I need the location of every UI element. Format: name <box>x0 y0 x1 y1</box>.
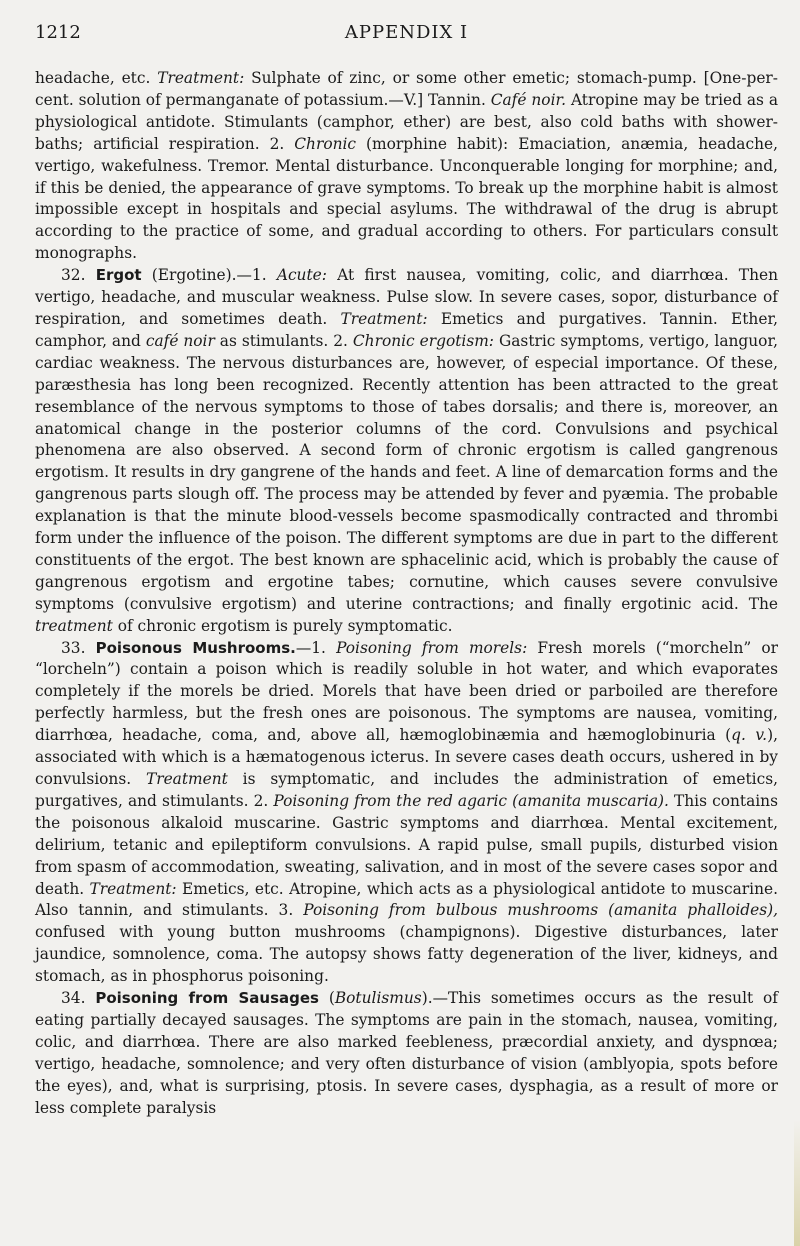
section-heading-sausages: Poisoning from Sausages <box>95 989 319 1008</box>
text-run: Sulphate of zinc, or some other emetic; stomach-pump. [One-per-cent. solution of permanganate of potassium.—V.] Tannin. <box>35 69 778 109</box>
section-number: 33. <box>61 638 96 657</box>
italic-run: Treatment: <box>157 69 245 87</box>
text-run: —1. <box>295 638 337 657</box>
italic-run: Treatment: <box>340 309 428 328</box>
paragraph-morphine <box>35 68 778 265</box>
text-run: (Ergotine).—1. <box>141 266 277 285</box>
text-run: is symptomatic, and includes the administration of emetics, purgatives, and stimulants. 2. <box>35 770 779 810</box>
italic-run: Chronic ergotism: <box>352 331 494 350</box>
text-run: headache, etc. <box>35 69 158 87</box>
text-run: ( <box>318 989 335 1008</box>
italic-run: Chronic <box>294 134 357 153</box>
italic-run: Acute: <box>276 266 327 285</box>
page-number: 1212 <box>35 22 81 43</box>
text-run: Gastric symptoms, vertigo, languor, cardiac weakness. The nervous disturbances are, however, of especial importance. Of these, paræsthesia has long been recognized. Recently attention has been attracted to the great resemblance of the nervous symptoms to those of tabes dorsalis; and there is, moreover, an anatomical change in the posterior columns of the cord. Convulsions and psychical phenomena are also observed. A second form of chronic ergotism is called gangrenous ergotism. It results in dry gangrene of the hands and feet. A line of demarcation forms and the gangrenous parts slough off. The process may be attended by fever and pyæmia. The probable explanation is that the minute blood-vessels become spasmodically contracted and thrombi form under the influence of the poison. The different symptoms are due in part to the different constituents of the ergot. The best known are sphacelinic acid, which is probably the cause of gangrenous ergotism and ergotine tabes; cornutine, which causes severe convulsive symptoms (convulsive ergotism) and uterine contractions; and finally ergotinic acid. The <box>35 331 779 613</box>
italic-run: Poisoning from morels: <box>336 638 528 657</box>
italic-run: treatment <box>35 616 113 635</box>
text-run: Emetics and purgatives. Tannin. Ether, camphor, and <box>35 309 779 350</box>
section-heading-ergot: Ergot <box>95 266 142 285</box>
text-run: Atropine may be tried as a physiological antidote. Stimulants (camphor, ether) are best, also cold baths with shower-baths; artificial respiration. 2. <box>35 90 779 153</box>
paragraph-sausages <box>35 988 778 1119</box>
text-run: as stimulants. 2. <box>214 331 353 350</box>
running-head: APPENDIX I <box>344 22 469 43</box>
page-header <box>35 22 778 52</box>
section-number: 32. <box>61 266 96 285</box>
italic-run: Botulismus <box>334 989 422 1008</box>
text-run: confused with young button mushrooms (champignons). Digestive disturbances, later jaundice, somnolence, coma. The autopsy shows fatty degeneration of the liver, kidneys, and stomach, as in phosphorus poisoning. <box>35 923 778 986</box>
text-run: Emetics, etc. Atropine, which acts as a physiological antidote to muscarine. Also tannin, and stimulants. 3. <box>35 879 778 920</box>
section-heading-mushrooms: Poisonous Mushrooms. <box>95 638 296 657</box>
text-run: (morphine habit): Emaciation, anæmia, headache, vertigo, wakefulness. Tremor. Mental disturbance. Unconquerable longing for morphine; and, if this be denied, the appearance of grave symptoms. To break up the morphine habit is almost impossible except in hospitals and special asylums. The withdrawal of the drug is abrupt according to the practice of some, and gradual according to others. For particulars consult monographs. <box>35 134 778 263</box>
text-run: ), associated with which is a hæmatogenous icterus. In severe cases death occurs, ushered in by convulsions. <box>35 726 778 788</box>
italic-run: Poisoning from bulbous mushrooms (amanita phalloides), <box>303 901 779 920</box>
italic-run: Poisoning from the red agaric (amanita muscaria). <box>273 791 669 810</box>
text-run: Fresh morels (“morcheln” or “lorcheln”) contain a poison which is readily soluble in hot water, and which evaporates completely if the morels be dried. Morels that have been dried or parboiled are therefore perfectly harmless, but the fresh ones are poisonous. The symptoms are nausea, vomiting, diarrhœa, headache, coma, and, above all, hæmoglobinæmia and hæmoglobinuria ( <box>35 638 778 745</box>
body-text <box>35 68 778 1120</box>
text-run: ).—This sometimes occurs as the result of eating partially decayed sausages. The symptoms are pain in the stomach, nausea, vomiting, colic, and diarrhœa. There are also marked feebleness, præcordial anxiety, and dyspnœa; vertigo, headache, somnolence; and very often disturbance of vision (amblyopia, spots before the eyes), and, what is surprising, ptosis. In severe cases, dysphagia, as a result of more or less complete paralysis <box>35 989 778 1117</box>
section-number: 34. <box>61 989 96 1008</box>
italic-run: q. v. <box>731 726 768 745</box>
italic-run: Treatment <box>145 770 228 788</box>
paragraph-ergot <box>35 265 778 637</box>
page-edge-shadow <box>794 1120 800 1246</box>
italic-run: café noir <box>145 331 215 350</box>
italic-run: Café noir. <box>490 90 567 109</box>
paragraph-mushrooms <box>35 638 778 989</box>
text-run: At first nausea, vomiting, colic, and diarrhœa. Then vertigo, headache, and muscular weakness. Pulse slow. In severe cases, sopor, disturbance of respiration, and sometimes death. <box>35 266 778 328</box>
italic-run: Treatment: <box>89 879 177 898</box>
text-run: of chronic ergotism is purely symptomatic. <box>112 616 453 635</box>
text-run: This contains the poisonous alkaloid muscarine. Gastric symptoms and diarrhœa. Mental excitement, delirium, tetanic and epileptiform convulsions. A rapid pulse, small pupils, disturbed vision from spasm of accommodation, sweating, salivation, and in most of the severe cases sopor and death. <box>35 791 778 898</box>
